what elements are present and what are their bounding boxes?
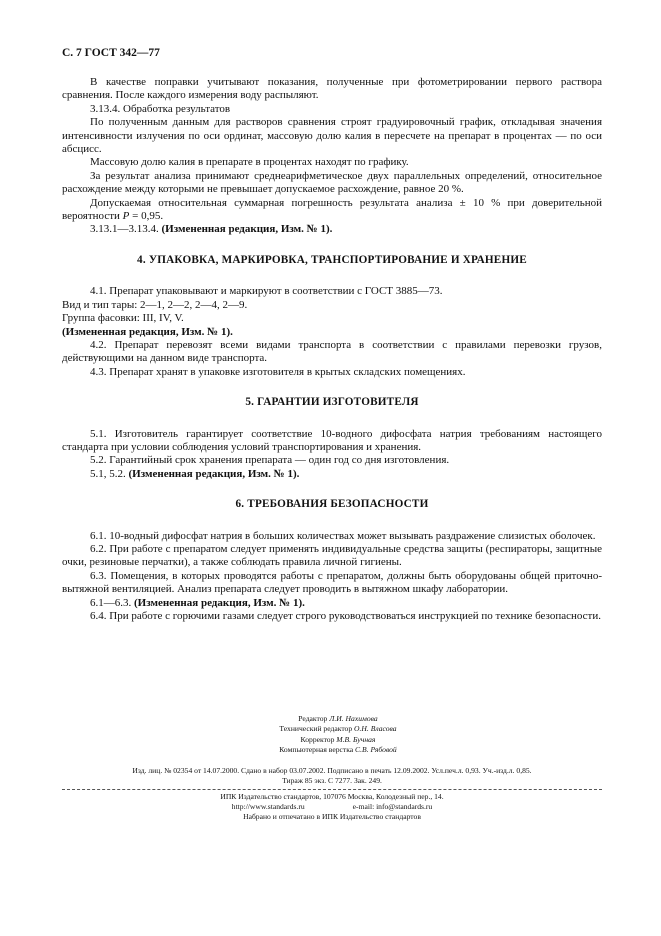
section-heading-4: 4. УПАКОВКА, МАРКИРОВКА, ТРАНСПОРТИРОВАНИЕ И ХРАНЕНИЕ (137, 253, 527, 266)
variable-p: P (122, 210, 130, 223)
amendment-note (62, 597, 602, 610)
license-line: Изд. лиц. № 02354 от 14.07.2000. Сдано в набор 03.07.2002. Подписано в печать 12.09.2002. Усл.печ.л. 0,93. Уч.-изд.л. 0,85. (132, 765, 532, 775)
section-heading-5: 5. ГАРАНТИИ ИЗГОТОВИТЕЛЯ (245, 396, 419, 409)
section-heading-6: 6. ТРЕБОВАНИЯ БЕЗОПАСНОСТИ (235, 498, 429, 511)
page-header: С. 7 ГОСТ 342—77 (62, 47, 160, 59)
print-run: Тираж 85 экз. С 7277. Зак. 249. (282, 775, 382, 785)
clause-ref: 5.1, 5.2. (90, 467, 129, 480)
clause-ref: 6.1—6.3. (90, 596, 134, 609)
paragraph: 4.1. Препарат упаковывают и маркируют в соответствии с ГОСТ 3885—73. (90, 285, 443, 298)
paragraph: 4.2. Препарат перевозят всеми видами транспорта в соответствии с правилами перевозки грузов, действующими на данном виде транспорта. (62, 338, 602, 365)
contact-line (62, 802, 602, 812)
paragraph: Массовую долю калия в препарате в процентах находят по графику. (90, 156, 409, 169)
paragraph: 5.1. Изготовитель гарантирует соответствие 10-водного дифосфата натрия требованиям настоящего стандарта при условии соблюдения условий транспортирования и хранения. (62, 427, 602, 453)
amendment-label: (Измененная редакция, Изм. № 1). (161, 223, 333, 236)
paragraph: В качестве поправки учитывают показания, полученные при фотометрировании первого раствора сравнения. После каждого измерения воду распыляют. (62, 76, 602, 102)
paragraph: 6.1. 10-водный дифосфат натрия в больших количествах может вызывать раздражение слизистых оболочек. (90, 529, 596, 542)
amendment-note (62, 468, 602, 481)
paragraph: Группа фасовки: III, IV, V. (62, 312, 184, 325)
paragraph: За результат анализа принимают среднеарифметическое двух параллельных определений, относительное расхождение между которыми не превышает допускаемое расхождение, равное 20 %. (62, 169, 602, 196)
credit-editor: Редактор Л.И. Нахимова (298, 714, 378, 723)
subsection-heading: 3.13.4. Обработка результатов (90, 102, 231, 115)
credit-layout: Компьютерная верстка С.В. Рябовой (279, 745, 397, 755)
text-run: = 0,95. (129, 210, 164, 223)
credit-tech-editor: Технический редактор О.Н. Власова (279, 724, 397, 734)
publisher-line: ИПК Издательство стандартов, 107076 Москва, Колодезный пер., 14. (220, 791, 444, 801)
amendment-note (62, 223, 602, 236)
imprint-block (62, 714, 602, 823)
paragraph: 6.3. Помещения, в которых проводятся работы с препаратом, должны быть оборудованы общей приточно-вытяжной вентиляцией. Анализ препарата следует проводить в вытяжном шкафу лаборатории. (62, 569, 602, 596)
amendment-label: (Измененная редакция, Изм. № 1). (128, 467, 300, 480)
amendment-label: (Измененная редакция, Изм. № 1). (134, 596, 305, 609)
publication-data (62, 766, 602, 786)
credit-corrector: Корректор М.В. Бучная (300, 734, 376, 744)
text-run: Допускаемая относительная суммарная погрешность результата анализа ± 10 % при доверительной вероятности (62, 196, 602, 223)
clause-ref: 3.13.1—3.13.4. (90, 223, 162, 236)
printed-by-line: Набрано и отпечатано в ИПК Издательство стандартов (243, 812, 421, 822)
paragraph: По полученным данным для растворов сравнения строят градуировочный график, откладывая значения интенсивности излучения по оси ординат, массовую долю калия в пересчете на препарат в процентах — по оси абсцисс. (62, 116, 602, 156)
divider (62, 789, 602, 790)
website-link[interactable]: http://www.standards.ru (231, 802, 305, 812)
credits (74, 714, 602, 756)
paragraph: 6.4. При работе с горючими газами следует строго руководствоваться инструкцией по технике безопасности. (90, 610, 601, 622)
paragraph (62, 197, 602, 224)
paragraph: Вид и тип тары: 2—1, 2—2, 2—4, 2—9. (62, 298, 248, 311)
document-body (62, 76, 602, 623)
paragraph: 5.2. Гарантийный срок хранения препарата — один год со дня изготовления. (90, 454, 450, 467)
email-link[interactable]: e-mail: info@standards.ru (352, 802, 433, 812)
paragraph: 4.3. Препарат хранят в упаковке изготовителя в крытых складских помещениях. (90, 365, 466, 378)
amendment-note: (Измененная редакция, Изм. № 1). (62, 325, 233, 338)
paragraph: 6.2. При работе с препаратом следует применять индивидуальные средства защиты (респираторы, защитные очки, резиновые перчатки), а также соблюдать правила личной гигиены. (62, 542, 602, 569)
